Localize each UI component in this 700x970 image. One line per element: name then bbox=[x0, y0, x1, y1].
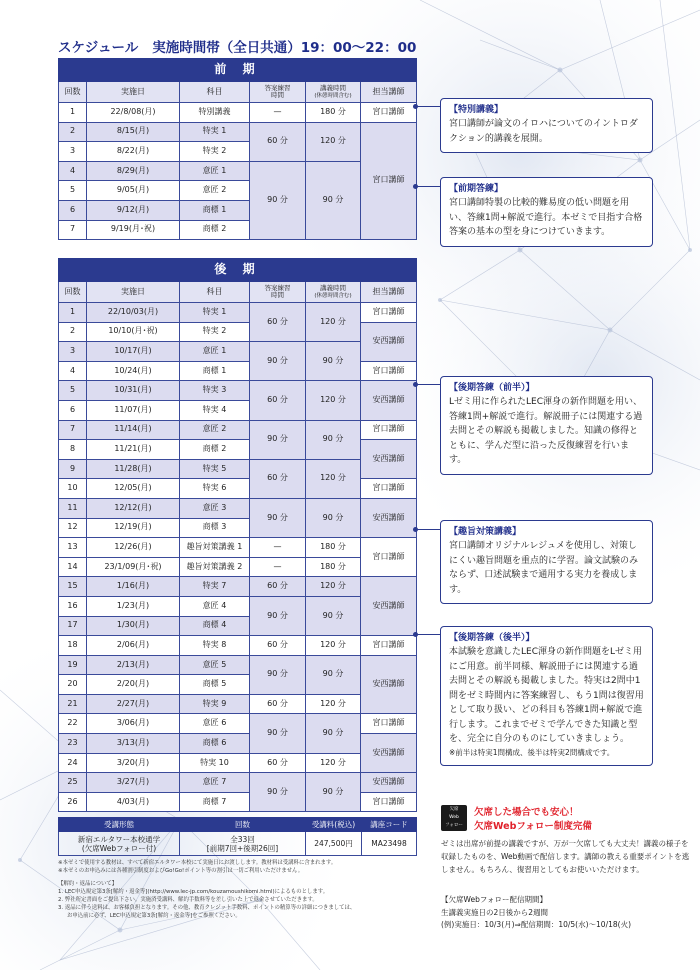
lecture-time: 120 分 bbox=[306, 303, 361, 342]
lecture-time: 90 分 bbox=[306, 773, 361, 812]
kouki-row-date: 11/14(月) bbox=[87, 420, 180, 440]
leader-line bbox=[416, 384, 440, 385]
header-subject: 科目 bbox=[180, 82, 250, 103]
kouki-row-date: 12/19(月) bbox=[87, 518, 180, 538]
web-follow-period bbox=[441, 894, 691, 932]
time-slot: 実施時間帯（全日共通）19：00〜22：00 bbox=[152, 40, 417, 56]
lecture-time: 90 分 bbox=[306, 655, 361, 694]
zenki-row-date: 22/8/08(月) bbox=[87, 103, 180, 123]
kouki-row-subject: 特実 6 bbox=[180, 479, 250, 499]
teacher-cell: 宮口講師 bbox=[361, 636, 417, 656]
teacher-cell: 安西講師 bbox=[361, 655, 417, 714]
kouki-row-subject: 特実 7 bbox=[180, 577, 250, 597]
box-body: 宮口講師が論文のイロハについてのイントロダクション的講義を展開。 bbox=[449, 119, 638, 144]
notes bbox=[58, 859, 418, 875]
practice-time: 60 分 bbox=[250, 381, 306, 420]
header-practice: 答案練習 時間 bbox=[250, 82, 306, 103]
kouki-row-date: 2/13(月) bbox=[87, 655, 180, 675]
kouki-row-subject: 意匠 3 bbox=[180, 498, 250, 518]
leader-dot bbox=[413, 527, 418, 532]
teacher-cell: 宮口講師 bbox=[361, 792, 417, 812]
period-line: 生講義実施日の2日後から2週間 bbox=[441, 907, 549, 917]
kouki-row-date: 12/12(月) bbox=[87, 498, 180, 518]
kouki-row-no: 25 bbox=[59, 773, 87, 793]
kouki-row-date: 10/31(月) bbox=[87, 381, 180, 401]
kouki-row-subject: 商標 6 bbox=[180, 734, 250, 754]
kouki-row-date: 1/23(月) bbox=[87, 596, 180, 616]
lecture-time: 90 分 bbox=[306, 342, 361, 381]
zenki-row-subject: 意匠 1 bbox=[180, 161, 250, 181]
kouki-row-subject: 意匠 1 bbox=[180, 342, 250, 362]
kouki-row-no: 26 bbox=[59, 792, 87, 812]
kouki-row-subject: 商標 3 bbox=[180, 518, 250, 538]
kouki-row-no: 8 bbox=[59, 440, 87, 460]
practice-time: 90 分 bbox=[250, 161, 306, 239]
header-practice: 答案練習 時間 bbox=[250, 282, 306, 303]
practice-time: 60 分 bbox=[250, 122, 306, 161]
kouki-row-date: 3/06(月) bbox=[87, 714, 180, 734]
leader-dot bbox=[413, 632, 418, 637]
period-title: 【欠席Webフォロー配信期間】 bbox=[441, 895, 547, 904]
lecture-time: 180 分 bbox=[306, 538, 361, 558]
zenki-row-date: 9/12(月) bbox=[87, 200, 180, 220]
box-body: 宮口講師特製の比較的難易度の低い問題を用い、答練1問+解説で進行。本ゼミで目指す合格答案の基本の型を身につけていきます。 bbox=[449, 198, 643, 237]
policy-item: お申込前に必ず、LEC申込規定第3条[解約・返金等]をご参照ください。 bbox=[67, 913, 241, 919]
teacher-cell: 宮口講師 bbox=[361, 361, 417, 381]
box-kouki-touren-second bbox=[440, 626, 653, 766]
kouki-row-date: 2/27(月) bbox=[87, 694, 180, 714]
practice-time: 90 分 bbox=[250, 596, 306, 635]
header-teacher: 担当講師 bbox=[361, 282, 417, 303]
zenki-row-no: 4 bbox=[59, 161, 87, 181]
kouki-row-no: 9 bbox=[59, 459, 87, 479]
zenki-row-subject: 商標 1 bbox=[180, 200, 250, 220]
kouki-row-subject: 特実 3 bbox=[180, 381, 250, 401]
box-kouki-touren-first bbox=[440, 376, 653, 475]
zenki-row-no: 1 bbox=[59, 103, 87, 123]
kouki-row-no: 5 bbox=[59, 381, 87, 401]
kouki-row-date: 10/24(月) bbox=[87, 361, 180, 381]
zenki-row-subject: 特実 2 bbox=[180, 142, 250, 162]
web-follow-body: ゼミは出席が前提の講義ですが、万が一欠席しても大丈夫！講義の様子を収録したものを、Web動画で配信します。講師の教える重要ポイントを逃しません。もちろん、復習用としてもお使いいただけます。 bbox=[441, 839, 690, 874]
kouki-table bbox=[58, 258, 417, 812]
kouki-row-date: 3/20(月) bbox=[87, 753, 180, 773]
zenki-row-no: 3 bbox=[59, 142, 87, 162]
kouki-row-subject: 意匠 2 bbox=[180, 420, 250, 440]
cancellation-policy bbox=[58, 880, 438, 920]
kouki-row-no: 4 bbox=[59, 361, 87, 381]
box-title: 【後期答練（後半）】 bbox=[449, 633, 535, 643]
kouki-row-no: 3 bbox=[59, 342, 87, 362]
kouki-row-date: 4/03(月) bbox=[87, 792, 180, 812]
kouki-row-subject: 意匠 4 bbox=[180, 596, 250, 616]
kouki-row-subject: 特実 8 bbox=[180, 636, 250, 656]
leader-line bbox=[416, 186, 440, 187]
lecture-time: 120 分 bbox=[306, 694, 361, 714]
kouki-row-subject: 特実 1 bbox=[180, 303, 250, 323]
teacher-cell: 宮口講師 bbox=[361, 479, 417, 499]
zenki-row-subject: 特別講義 bbox=[180, 103, 250, 123]
kouki-row-subject: 意匠 6 bbox=[180, 714, 250, 734]
kouki-row-date: 12/05(月) bbox=[87, 479, 180, 499]
kouki-row-no: 21 bbox=[59, 694, 87, 714]
zenki-row-date: 9/19(月･祝) bbox=[87, 220, 180, 240]
zenki-row-no: 2 bbox=[59, 122, 87, 142]
leader-line bbox=[416, 634, 440, 635]
practice-time: 90 分 bbox=[250, 655, 306, 694]
practice-time: 60 分 bbox=[250, 303, 306, 342]
kouki-row-date: 10/10(月･祝) bbox=[87, 322, 180, 342]
kouki-row-date: 22/10/03(月) bbox=[87, 303, 180, 323]
box-title: 【前期答練】 bbox=[449, 184, 504, 194]
lecture-time: 90 分 bbox=[306, 161, 361, 239]
kouki-row-no: 24 bbox=[59, 753, 87, 773]
lecture-time: 120 分 bbox=[306, 459, 361, 498]
kouki-row-date: 11/21(月) bbox=[87, 440, 180, 460]
lecture-time: 120 分 bbox=[306, 381, 361, 420]
lecture-time: 90 分 bbox=[306, 420, 361, 459]
teacher-cell: 安西講師 bbox=[361, 322, 417, 361]
kouki-row-subject: 特実 10 bbox=[180, 753, 250, 773]
zenki-row-date: 8/15(月) bbox=[87, 122, 180, 142]
kouki-row-no: 7 bbox=[59, 420, 87, 440]
practice-time: 90 分 bbox=[250, 714, 306, 753]
web-follow-title: 欠席した場合でも安心！ 欠席Webフォロー制度完備 bbox=[474, 807, 592, 832]
zenki-row-no: 6 bbox=[59, 200, 87, 220]
kouki-row-no: 11 bbox=[59, 498, 87, 518]
kouki-row-no: 18 bbox=[59, 636, 87, 656]
kouki-row-no: 22 bbox=[59, 714, 87, 734]
leader-dot bbox=[413, 184, 418, 189]
kouki-row-no: 20 bbox=[59, 675, 87, 695]
zenki-row-no: 5 bbox=[59, 181, 87, 201]
kouki-row-subject: 商標 4 bbox=[180, 616, 250, 636]
zenki-row-no: 7 bbox=[59, 220, 87, 240]
zenki-row-date: 8/22(月) bbox=[87, 142, 180, 162]
kouki-row-subject: 商標 5 bbox=[180, 675, 250, 695]
teacher-cell: 宮口講師 bbox=[361, 714, 417, 734]
kouki-row-subject: 商標 7 bbox=[180, 792, 250, 812]
kouki-row-subject: 商標 1 bbox=[180, 361, 250, 381]
kouki-banner: 後 期 bbox=[59, 259, 417, 282]
teacher-cell: 安西講師 bbox=[361, 773, 417, 793]
practice-time: — bbox=[250, 103, 306, 123]
header-no: 回数 bbox=[59, 282, 87, 303]
lecture-time: 120 分 bbox=[306, 577, 361, 597]
period-line: (例)実施日：10/3(月)⇒配信期間：10/5(水)〜10/18(火) bbox=[441, 920, 631, 929]
kouki-row-subject: 意匠 7 bbox=[180, 773, 250, 793]
kouki-row-subject: 意匠 5 bbox=[180, 655, 250, 675]
practice-time: 90 分 bbox=[250, 498, 306, 537]
zenki-table bbox=[58, 58, 417, 240]
practice-time: — bbox=[250, 538, 306, 558]
header-date: 実施日 bbox=[87, 82, 180, 103]
kouki-row-date: 3/27(月) bbox=[87, 773, 180, 793]
leader-dot bbox=[413, 104, 418, 109]
kouki-row-subject: 商標 2 bbox=[180, 440, 250, 460]
header-lecture: 講義時間 (休憩時間含む) bbox=[306, 282, 361, 303]
kouki-row-no: 12 bbox=[59, 518, 87, 538]
box-shushi-taisaku bbox=[440, 520, 653, 604]
kouki-row-subject: 特実 4 bbox=[180, 400, 250, 420]
zenki-row-subject: 特実 1 bbox=[180, 122, 250, 142]
kouki-row-date: 12/26(月) bbox=[87, 538, 180, 558]
fee-header-form: 受講形態 bbox=[59, 818, 180, 832]
policy-item: 3. 返品に伴う送料は、お客様負担となります。その他、教育クレジット手数料、ポイントの精算等の詳細につきましては、 bbox=[58, 905, 356, 911]
kouki-row-date: 1/16(月) bbox=[87, 577, 180, 597]
teacher-cell: 宮口講師 bbox=[361, 303, 417, 323]
schedule-title bbox=[58, 36, 416, 56]
kouki-row-subject: 趣旨対策講義 2 bbox=[180, 557, 250, 577]
lecture-time: 120 分 bbox=[306, 753, 361, 773]
zenki-row-date: 9/05(月) bbox=[87, 181, 180, 201]
teacher-cell: 宮口講師 bbox=[361, 420, 417, 440]
kouki-row-no: 14 bbox=[59, 557, 87, 577]
fee-code: MA23498 bbox=[362, 832, 417, 856]
box-tokubetsu-kougi bbox=[440, 98, 653, 153]
kouki-row-no: 16 bbox=[59, 596, 87, 616]
policy-title: 【解約・返品について】 bbox=[58, 881, 118, 887]
kouki-row-date: 10/17(月) bbox=[87, 342, 180, 362]
lecture-time: 90 分 bbox=[306, 498, 361, 537]
box-body: 本試験を意識したLEC渾身の新作問題をLゼミ用にご用意。前半同様、解説冊子には関連する過去問とその解説も掲載しました。特実は2問中1問をゼミ時間内に答案練習し、もう1問は復習用として取り扱い、どの科目も答練1問+解説で進行します。これまでゼミで学んできた知識と型を、完全に自分のものにしていきましょう。 bbox=[449, 647, 644, 744]
practice-time: 90 分 bbox=[250, 773, 306, 812]
fee-header-price: 受講料(税込) bbox=[306, 818, 362, 832]
kouki-row-date: 11/07(月) bbox=[87, 400, 180, 420]
practice-time: — bbox=[250, 557, 306, 577]
teacher-cell: 宮口講師 bbox=[361, 538, 417, 577]
schedule-label: スケジュール bbox=[58, 40, 139, 56]
kouki-row-date: 11/28(月) bbox=[87, 459, 180, 479]
leader-line bbox=[416, 106, 440, 107]
header-subject: 科目 bbox=[180, 282, 250, 303]
practice-time: 60 分 bbox=[250, 459, 306, 498]
zenki-banner: 前 期 bbox=[59, 59, 417, 82]
kouki-row-subject: 特実 2 bbox=[180, 322, 250, 342]
kouki-row-date: 3/13(月) bbox=[87, 734, 180, 754]
box-title: 【趣旨対策講義】 bbox=[449, 527, 522, 537]
note-2: ※本ゼミのお申込みには各種割引制度およびGo!Go!ポイント等の割引は一切ご利用いただけません。 bbox=[58, 868, 304, 874]
fee-price: 247,500円 bbox=[306, 832, 362, 856]
kouki-row-no: 6 bbox=[59, 400, 87, 420]
kouki-row-no: 1 bbox=[59, 303, 87, 323]
header-lecture: 講義時間 (休憩時間含む) bbox=[306, 82, 361, 103]
teacher-cell: 安西講師 bbox=[361, 734, 417, 773]
lecture-time: 120 分 bbox=[306, 122, 361, 161]
kouki-row-no: 15 bbox=[59, 577, 87, 597]
practice-time: 90 分 bbox=[250, 342, 306, 381]
lecture-time: 120 分 bbox=[306, 636, 361, 656]
header-teacher: 担当講師 bbox=[361, 82, 417, 103]
box-title: 【特別講義】 bbox=[449, 105, 504, 115]
kouki-row-date: 2/20(月) bbox=[87, 675, 180, 695]
leader-dot bbox=[413, 382, 418, 387]
lecture-time: 90 分 bbox=[306, 714, 361, 753]
lecture-time: 90 分 bbox=[306, 596, 361, 635]
lecture-time: 180 分 bbox=[306, 557, 361, 577]
web-follow-icon: 欠席 Web フォロー bbox=[441, 805, 467, 831]
teacher-cell: 安西講師 bbox=[361, 577, 417, 636]
leader-line bbox=[416, 529, 440, 530]
zenki-row-subject: 意匠 2 bbox=[180, 181, 250, 201]
teacher-cell: 宮口講師 bbox=[361, 122, 417, 240]
kouki-row-subject: 特実 9 bbox=[180, 694, 250, 714]
header-date: 実施日 bbox=[87, 282, 180, 303]
kouki-row-no: 19 bbox=[59, 655, 87, 675]
teacher-cell: 安西講師 bbox=[361, 498, 417, 537]
kouki-row-no: 10 bbox=[59, 479, 87, 499]
practice-time: 60 分 bbox=[250, 636, 306, 656]
practice-time: 60 分 bbox=[250, 694, 306, 714]
kouki-row-subject: 趣旨対策講義 1 bbox=[180, 538, 250, 558]
box-body: 宮口講師オリジナルレジュメを使用し、対策しにくい趣旨問題を重点的に学習。論文試験のみならず、口述試験まで通用する実力を養成します。 bbox=[449, 541, 639, 595]
teacher-cell: 宮口講師 bbox=[361, 103, 417, 123]
box-title: 【後期答練（前半）】 bbox=[449, 383, 535, 393]
box-zenki-touren bbox=[440, 177, 653, 247]
fee-table bbox=[58, 817, 417, 856]
box-body: Lゼミ用に作られたLEC渾身の新作問題を用い、答練1問+解説で進行。解説冊子には関連する過去問とその解説も掲載しました。知識の修得とともに、学んだ型に沿った反復練習を行います。 bbox=[449, 397, 643, 465]
kouki-row-no: 13 bbox=[59, 538, 87, 558]
policy-item: 1. LEC申込規定第3条[解約・返金等](http://www.lec-jp.com/kouzamoushikomi.html)によるものとします。 bbox=[58, 889, 329, 895]
practice-time: 90 分 bbox=[250, 420, 306, 459]
fee-count: 全33回 [前期7回+後期26回] bbox=[180, 832, 306, 856]
kouki-row-date: 23/1/09(月･祝) bbox=[87, 557, 180, 577]
header-no: 回数 bbox=[59, 82, 87, 103]
kouki-row-date: 1/30(月) bbox=[87, 616, 180, 636]
teacher-cell: 安西講師 bbox=[361, 440, 417, 479]
kouki-row-no: 23 bbox=[59, 734, 87, 754]
kouki-row-subject: 特実 5 bbox=[180, 459, 250, 479]
kouki-row-no: 2 bbox=[59, 322, 87, 342]
note-1: ※本ゼミで使用する教材は、すべて新宿エルタワー本校にて実施日にお渡しします。教材料は受講料に含まれます。 bbox=[58, 860, 337, 866]
zenki-row-subject: 商標 2 bbox=[180, 220, 250, 240]
zenki-row-date: 8/29(月) bbox=[87, 161, 180, 181]
practice-time: 60 分 bbox=[250, 753, 306, 773]
policy-item: 2. 弊社所定書面をご提出下さい。実施済受講料、解約手数料等を差し引いた上で返金させていただきます。 bbox=[58, 897, 318, 903]
fee-header-count: 回数 bbox=[180, 818, 306, 832]
fee-form: 新宿エルタワー本校通学 (欠席Webフォロー付) bbox=[59, 832, 180, 856]
lecture-time: 180 分 bbox=[306, 103, 361, 123]
box-note: ※前半は特実1問構成、後半は特実2問構成です。 bbox=[449, 747, 615, 757]
fee-header-code: 講座コード bbox=[362, 818, 417, 832]
practice-time: 60 分 bbox=[250, 577, 306, 597]
teacher-cell: 安西講師 bbox=[361, 381, 417, 420]
kouki-row-no: 17 bbox=[59, 616, 87, 636]
kouki-row-date: 2/06(月) bbox=[87, 636, 180, 656]
